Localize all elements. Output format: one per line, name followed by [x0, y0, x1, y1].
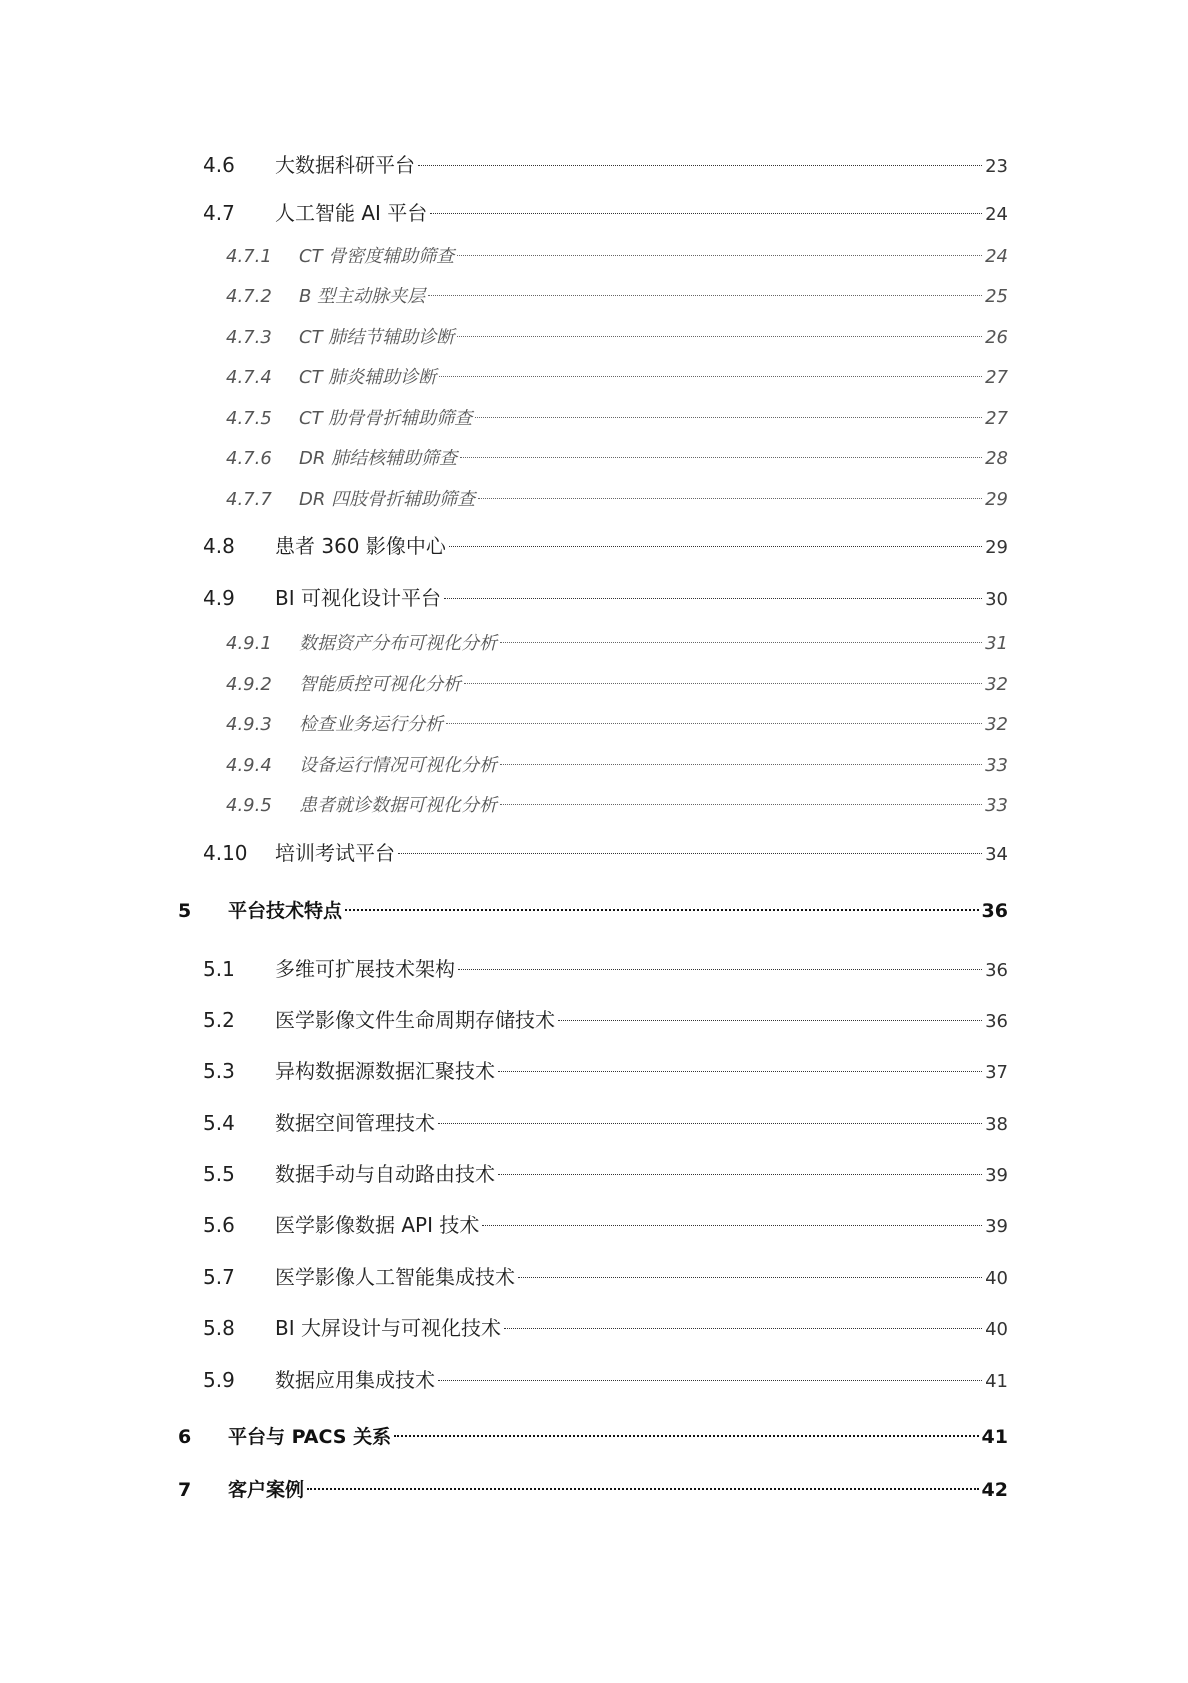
toc-number: 5.2: [203, 1008, 235, 1032]
toc-title: CT 肋骨骨折辅助筛查: [299, 408, 473, 429]
toc-number: 5: [178, 900, 192, 922]
toc-entry-4-9-2[interactable]: [226, 670, 1008, 700]
toc-number: 5.1: [203, 957, 235, 981]
toc-entry-4-7-3[interactable]: [226, 323, 1008, 353]
toc-number: 4.6: [203, 153, 235, 177]
toc-page-number: 39: [985, 1216, 1008, 1237]
dot-leader: [307, 1488, 979, 1490]
dot-leader: [504, 1328, 982, 1329]
toc-entry-4-9-1[interactable]: [226, 629, 1008, 659]
toc-number: 4.9.4: [226, 755, 272, 776]
toc-entry-5-5[interactable]: [203, 1159, 1008, 1189]
dot-leader: [345, 909, 979, 911]
toc-entry-7[interactable]: [178, 1475, 1008, 1505]
toc-title: 患者就诊数据可视化分析: [299, 795, 497, 816]
toc-entry-4-7-4[interactable]: [226, 363, 1008, 393]
toc-title: 数据空间管理技术: [275, 1111, 435, 1135]
dot-leader: [394, 1435, 978, 1437]
toc-page-number: 36: [981, 900, 1008, 922]
toc-title: CT 骨密度辅助筛查: [299, 246, 455, 267]
dot-leader: [418, 165, 982, 166]
toc-entry-4-8[interactable]: [203, 531, 1008, 561]
dot-leader: [444, 598, 982, 599]
toc-title: 患者 360 影像中心: [275, 534, 446, 558]
toc-page-number: 24: [985, 246, 1008, 267]
dot-leader: [439, 376, 982, 377]
toc-page-number: 25: [985, 286, 1008, 307]
toc-title: BI 大屏设计与可视化技术: [275, 1316, 501, 1340]
toc-number: 5.6: [203, 1213, 235, 1237]
toc-page-number: 23: [985, 156, 1008, 177]
toc-number: 4.7: [203, 201, 235, 225]
toc-page-number: 24: [985, 204, 1008, 225]
toc-title: 平台与 PACS 关系: [228, 1426, 392, 1448]
dot-leader: [498, 1174, 982, 1175]
toc-number: 4.9: [203, 586, 235, 610]
toc-entry-5-3[interactable]: [203, 1056, 1008, 1086]
dot-leader: [482, 1225, 982, 1226]
toc-entry-5-2[interactable]: [203, 1005, 1008, 1035]
toc-number: 4.9.2: [226, 674, 272, 695]
toc-page-number: 26: [985, 327, 1008, 348]
toc-number: 5.9: [203, 1368, 235, 1392]
toc-entry-4-7-7[interactable]: [226, 485, 1008, 515]
toc-number: 4.7.3: [226, 327, 272, 348]
toc-page-number: 42: [981, 1479, 1008, 1501]
toc-number: 4.7.4: [226, 367, 272, 388]
toc-page-number: 34: [985, 844, 1008, 865]
toc-entry-5-6[interactable]: [203, 1210, 1008, 1240]
toc-title: 医学影像数据 API 技术: [275, 1213, 480, 1237]
toc-page-number: 33: [985, 795, 1008, 816]
toc-page-number: 40: [985, 1268, 1008, 1289]
toc-title: 人工智能 AI 平台: [275, 201, 428, 225]
toc-page-number: 27: [985, 408, 1008, 429]
toc-title: CT 肺结节辅助诊断: [299, 327, 455, 348]
toc-number: 4.7.1: [226, 246, 272, 267]
toc-entry-5-1[interactable]: [203, 954, 1008, 984]
toc-page-number: 36: [985, 960, 1008, 981]
dot-leader: [449, 546, 982, 547]
dot-leader: [478, 498, 982, 499]
toc-page-number: 41: [985, 1371, 1008, 1392]
toc-number: 4.7.5: [226, 408, 272, 429]
toc-page-number: 38: [985, 1114, 1008, 1135]
dot-leader: [457, 336, 982, 337]
toc-number: 4.9.5: [226, 795, 272, 816]
toc-title: B 型主动脉夹层: [299, 286, 426, 307]
dot-leader: [500, 804, 982, 805]
toc-entry-5-9[interactable]: [203, 1365, 1008, 1395]
toc-number: 4.9.1: [226, 633, 272, 654]
toc-title: 客户案例: [228, 1479, 305, 1501]
dot-leader: [438, 1123, 982, 1124]
toc-number: 4.7.2: [226, 286, 272, 307]
dot-leader: [446, 723, 982, 724]
toc-page-number: 41: [981, 1426, 1008, 1448]
dot-leader: [464, 683, 982, 684]
toc-title: DR 四肢骨折辅助筛查: [299, 489, 476, 510]
toc-entry-4-9[interactable]: [203, 583, 1008, 613]
dot-leader: [428, 295, 982, 296]
toc-page-number: 32: [985, 674, 1008, 695]
toc-title: DR 肺结核辅助筛查: [299, 448, 458, 469]
dot-leader: [475, 417, 982, 418]
toc-entry-4-6[interactable]: [203, 150, 1008, 180]
dot-leader: [430, 213, 982, 214]
toc-entry-4-7-1[interactable]: [226, 242, 1008, 272]
toc-page-number: 27: [985, 367, 1008, 388]
dot-leader: [460, 457, 982, 458]
dot-leader: [500, 642, 982, 643]
toc-page-number: 31: [985, 633, 1008, 654]
toc-page-number: 40: [985, 1319, 1008, 1340]
dot-leader: [438, 1380, 982, 1381]
toc-number: 5.7: [203, 1265, 235, 1289]
toc-entry-4-7-6[interactable]: [226, 444, 1008, 474]
toc-title: 智能质控可视化分析: [299, 674, 461, 695]
toc-page-number: 29: [985, 489, 1008, 510]
toc-number: 4.7.7: [226, 489, 272, 510]
toc-title: 多维可扩展技术架构: [275, 957, 455, 981]
toc-number: 5.4: [203, 1111, 235, 1135]
toc-title: 设备运行情况可视化分析: [299, 755, 497, 776]
toc-number: 4.9.3: [226, 714, 272, 735]
toc-page-number: 32: [985, 714, 1008, 735]
toc-entry-5-4[interactable]: [203, 1108, 1008, 1138]
dot-leader: [398, 853, 982, 854]
toc-entry-4-7-5[interactable]: [226, 404, 1008, 434]
toc-number: 4.8: [203, 534, 235, 558]
toc-entry-6[interactable]: [178, 1422, 1008, 1452]
toc-title: 医学影像人工智能集成技术: [275, 1265, 515, 1289]
toc-number: 4.10: [203, 841, 248, 865]
toc-title: 大数据科研平台: [275, 153, 415, 177]
toc-entry-4-9-3[interactable]: [226, 710, 1008, 740]
toc-entry-5-7[interactable]: [203, 1262, 1008, 1292]
toc-page-number: 36: [985, 1011, 1008, 1032]
toc-title: 医学影像文件生命周期存储技术: [275, 1008, 555, 1032]
toc-title: 培训考试平台: [275, 841, 395, 865]
toc-page-number: 30: [985, 589, 1008, 610]
toc-number: 4.7.6: [226, 448, 272, 469]
toc-number: 5.5: [203, 1162, 235, 1186]
toc-number: 5.3: [203, 1059, 235, 1083]
toc-title: 数据手动与自动路由技术: [275, 1162, 495, 1186]
toc-page-number: 28: [985, 448, 1008, 469]
toc-entry-4-7[interactable]: [203, 198, 1008, 228]
toc-entry-5-8[interactable]: [203, 1313, 1008, 1343]
toc-title: 检查业务运行分析: [299, 714, 443, 735]
toc-entry-5[interactable]: [178, 896, 1008, 926]
toc-number: 6: [178, 1426, 192, 1448]
toc-entry-4-7-2[interactable]: [226, 282, 1008, 312]
toc-entry-4-9-4[interactable]: [226, 751, 1008, 781]
toc-page-number: 33: [985, 755, 1008, 776]
toc-title: 平台技术特点: [228, 900, 343, 922]
toc-title: 数据资产分布可视化分析: [299, 633, 497, 654]
toc-number: 7: [178, 1479, 192, 1501]
toc-page-number: 37: [985, 1062, 1008, 1083]
toc-page-number: 29: [985, 537, 1008, 558]
dot-leader: [457, 255, 982, 256]
toc-title: 数据应用集成技术: [275, 1368, 435, 1392]
dot-leader: [518, 1277, 982, 1278]
dot-leader: [558, 1020, 982, 1021]
dot-leader: [500, 764, 982, 765]
toc-entry-4-10[interactable]: [203, 838, 1008, 868]
dot-leader: [498, 1071, 982, 1072]
toc-number: 5.8: [203, 1316, 235, 1340]
toc-entry-4-9-5[interactable]: [226, 791, 1008, 821]
toc-title: CT 肺炎辅助诊断: [299, 367, 437, 388]
toc-title: BI 可视化设计平台: [275, 586, 441, 610]
toc-page-number: 39: [985, 1165, 1008, 1186]
toc-title: 异构数据源数据汇聚技术: [275, 1059, 495, 1083]
dot-leader: [458, 969, 982, 970]
